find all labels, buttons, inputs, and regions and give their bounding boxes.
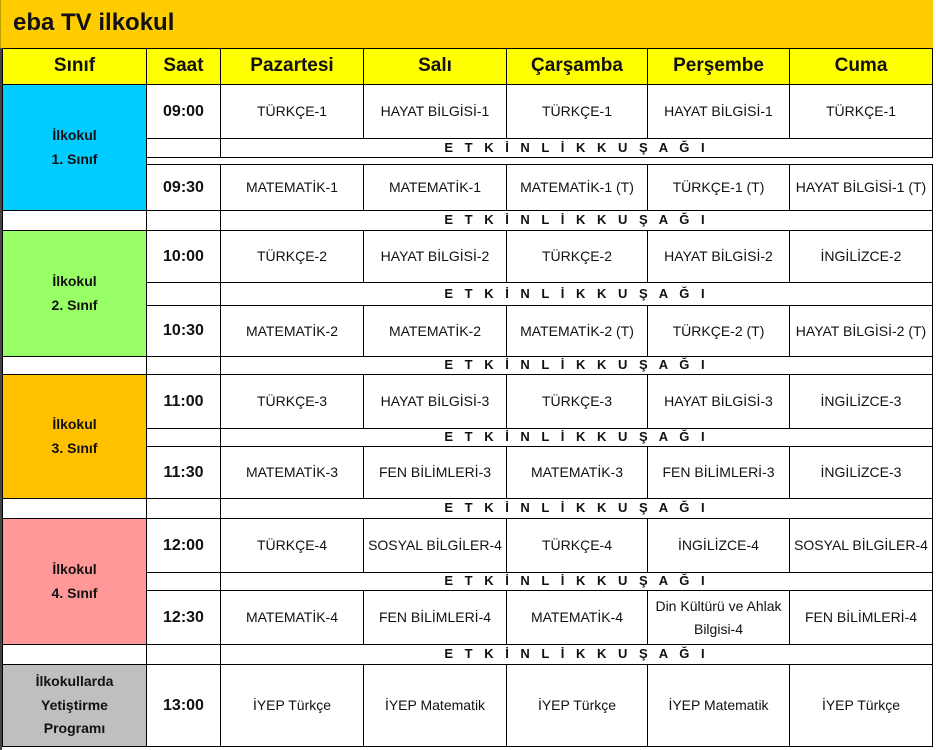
- lesson-label: İNGİLİZCE-2: [820, 248, 902, 265]
- time-cell: [146, 664, 221, 747]
- grade-label-cell: [2, 664, 147, 747]
- grade-line: İlkokullarda: [35, 672, 114, 689]
- header-cell: [2, 48, 147, 85]
- page-title: eba TV ilkokul: [13, 9, 175, 36]
- time-spacer: [146, 282, 221, 306]
- lesson-cell: [506, 446, 648, 499]
- lesson-label: FEN BİLİMLERİ-3: [378, 464, 492, 481]
- lesson-label: FEN BİLİMLERİ-4: [378, 609, 492, 626]
- lesson-cell: [789, 374, 933, 429]
- lesson-label: HAYAT BİLGİSİ-1 (T): [795, 179, 927, 196]
- activity-label: E T K İ N L İ K K U Ş A Ğ I: [444, 212, 709, 228]
- lesson-label: MATEMATİK-1 (T): [520, 179, 634, 196]
- lesson-label: TÜRKÇE-1 (T): [672, 179, 765, 196]
- activity-label: E T K İ N L İ K K U Ş A Ğ I: [444, 357, 709, 373]
- lesson-label: MATEMATİK-3: [530, 464, 624, 481]
- lesson-label: MATEMATİK-2: [245, 322, 339, 339]
- lesson-label: MATEMATİK-2: [388, 322, 482, 339]
- lesson-cell: [647, 446, 790, 499]
- lesson-label: İNGİLİZCE-3: [820, 464, 902, 481]
- grade-line: İlkokul: [52, 126, 97, 143]
- lesson-label: HAYAT BİLGİSİ-1: [664, 103, 773, 120]
- activity-label: E T K İ N L İ K K U Ş A Ğ I: [444, 500, 709, 516]
- column-header: Saat: [163, 55, 204, 77]
- grade-spacer: [2, 356, 147, 375]
- grade-spacer: [2, 210, 147, 231]
- grade-label-cell: [2, 230, 147, 357]
- lesson-label: TÜRKÇE-2 (T): [672, 322, 765, 339]
- column-header: Pazartesi: [250, 55, 334, 77]
- time-spacer: [146, 572, 221, 591]
- lesson-cell: [506, 374, 648, 429]
- activity-band: [220, 282, 933, 306]
- activity-band: [220, 572, 933, 591]
- lesson-cell: [363, 664, 507, 747]
- lesson-cell: [363, 374, 507, 429]
- time-spacer: [146, 498, 221, 519]
- column-header: Salı: [418, 55, 452, 77]
- lesson-cell: [220, 374, 364, 429]
- time-spacer: [146, 428, 221, 447]
- lesson-cell: [506, 664, 648, 747]
- header-cell: [146, 48, 221, 85]
- time-cell: [146, 164, 221, 211]
- lesson-label: TÜRKÇE-3: [256, 393, 327, 410]
- grade-label-cell: [2, 518, 147, 645]
- column-header: Perşembe: [673, 55, 764, 77]
- header-cell: [506, 48, 648, 85]
- lesson-cell: [363, 518, 507, 573]
- lesson-label: İYEP Türkçe: [537, 697, 617, 714]
- time-spacer: [146, 210, 221, 231]
- lesson-label: TÜRKÇE-4: [256, 537, 327, 554]
- time-cell: [146, 305, 221, 357]
- time-cell: [146, 374, 221, 429]
- grade-line: İlkokul: [52, 415, 97, 432]
- lesson-cell: [506, 518, 648, 573]
- lesson-cell: [363, 446, 507, 499]
- lesson-cell: [506, 84, 648, 139]
- lesson-label: TÜRKÇE-1: [541, 103, 612, 120]
- time-spacer: [146, 356, 221, 375]
- time-label: 12:30: [163, 608, 204, 626]
- grade-line: 2. Sınıf: [51, 296, 98, 313]
- activity-band: [220, 644, 933, 665]
- lesson-cell: [647, 230, 790, 283]
- lesson-cell: [363, 84, 507, 139]
- lesson-label: TÜRKÇE-1: [825, 103, 896, 120]
- lesson-label: SOSYAL BİLGİLER-4: [794, 537, 928, 554]
- column-header: Çarşamba: [531, 55, 623, 77]
- lesson-cell: [363, 305, 507, 357]
- activity-label: E T K İ N L İ K K U Ş A Ğ I: [444, 573, 709, 589]
- grade-spacer: [2, 498, 147, 519]
- time-label: 12:00: [163, 536, 204, 554]
- time-label: 10:00: [163, 247, 204, 265]
- lesson-cell: [647, 374, 790, 429]
- activity-band: [220, 138, 933, 158]
- lesson-label: Din Kültürü ve Ahlak Bilgisi-4: [655, 598, 782, 637]
- time-label: 11:30: [163, 463, 204, 481]
- lesson-cell: [789, 664, 933, 747]
- activity-label: E T K İ N L İ K K U Ş A Ğ I: [444, 646, 709, 662]
- lesson-cell: [647, 164, 790, 211]
- lesson-cell: [789, 518, 933, 573]
- lesson-cell: [789, 446, 933, 499]
- lesson-cell: [220, 590, 364, 645]
- lesson-cell: [220, 305, 364, 357]
- grade-line: Yetiştirme: [41, 696, 108, 713]
- grade-line: 1. Sınıf: [51, 150, 98, 167]
- lesson-label: MATEMATİK-4: [530, 609, 624, 626]
- grade-spacer: [2, 644, 147, 665]
- lesson-label: HAYAT BİLGİSİ-2: [380, 248, 490, 265]
- lesson-label: İYEP Türkçe: [252, 697, 332, 714]
- lesson-cell: [647, 590, 790, 645]
- lesson-label: HAYAT BİLGİSİ-3: [664, 393, 773, 410]
- activity-label: E T K İ N L İ K K U Ş A Ğ I: [444, 285, 709, 301]
- lesson-cell: [647, 305, 790, 357]
- lesson-label: FEN BİLİMLERİ-3: [662, 464, 775, 481]
- header-cell: [363, 48, 507, 85]
- lesson-label: İNGİLİZCE-3: [820, 393, 902, 410]
- lesson-cell: [363, 230, 507, 283]
- lesson-label: HAYAT BİLGİSİ-1: [380, 103, 490, 120]
- time-cell: [146, 84, 221, 139]
- lesson-label: HAYAT BİLGİSİ-2 (T): [795, 322, 927, 339]
- time-label: 13:00: [163, 696, 204, 714]
- lesson-label: HAYAT BİLGİSİ-3: [380, 393, 490, 410]
- lesson-label: İYEP Türkçe: [821, 697, 901, 714]
- activity-band: [220, 498, 933, 519]
- lesson-label: TÜRKÇE-4: [541, 537, 612, 554]
- time-spacer: [146, 138, 221, 158]
- lesson-label: MATEMATİK-2 (T): [520, 322, 634, 339]
- time-cell: [146, 590, 221, 645]
- lesson-cell: [506, 230, 648, 283]
- lesson-cell: [506, 305, 648, 357]
- lesson-cell: [363, 590, 507, 645]
- lesson-cell: [363, 164, 507, 211]
- activity-label: E T K İ N L İ K K U Ş A Ğ I: [444, 139, 709, 155]
- lesson-label: SOSYAL BİLGİLER-4: [368, 537, 502, 554]
- lesson-label: TÜRKÇE-2: [256, 248, 327, 265]
- lesson-label: İYEP Matematik: [384, 697, 486, 714]
- lesson-cell: [220, 664, 364, 747]
- grade-line: Programı: [43, 720, 106, 737]
- activity-band: [220, 356, 933, 375]
- grade-line: 4. Sınıf: [51, 584, 98, 601]
- lesson-cell: [789, 84, 933, 139]
- lesson-cell: [789, 230, 933, 283]
- lesson-cell: [220, 164, 364, 211]
- lesson-cell: [220, 518, 364, 573]
- grade-line: İlkokul: [52, 272, 97, 289]
- lesson-label: MATEMATİK-1: [388, 179, 482, 196]
- activity-band: [220, 210, 933, 231]
- lesson-cell: [506, 164, 648, 211]
- lesson-cell: [789, 305, 933, 357]
- grade-line: 3. Sınıf: [51, 439, 98, 456]
- time-label: 11:00: [163, 392, 204, 410]
- time-label: 09:00: [163, 102, 204, 120]
- lesson-cell: [789, 164, 933, 211]
- lesson-cell: [647, 518, 790, 573]
- title-bar: [0, 0, 933, 48]
- time-label: 10:30: [163, 322, 204, 340]
- activity-label: E T K İ N L İ K K U Ş A Ğ I: [444, 429, 709, 445]
- lesson-cell: [220, 84, 364, 139]
- activity-band: [220, 428, 933, 447]
- lesson-cell: [647, 664, 790, 747]
- lesson-label: FEN BİLİMLERİ-4: [804, 609, 918, 626]
- lesson-cell: [789, 590, 933, 645]
- lesson-label: İNGİLİZCE-4: [678, 537, 759, 554]
- lesson-cell: [647, 84, 790, 139]
- lesson-label: HAYAT BİLGİSİ-2: [664, 248, 773, 265]
- lesson-label: MATEMATİK-4: [245, 609, 339, 626]
- lesson-label: TÜRKÇE-2: [541, 248, 612, 265]
- grade-label-cell: [2, 374, 147, 499]
- lesson-cell: [220, 446, 364, 499]
- lesson-label: MATEMATİK-1: [245, 179, 339, 196]
- time-cell: [146, 446, 221, 499]
- lesson-label: MATEMATİK-3: [245, 464, 339, 481]
- time-spacer: [146, 644, 221, 665]
- lesson-cell: [506, 590, 648, 645]
- lesson-cell: [220, 230, 364, 283]
- lesson-label: TÜRKÇE-1: [256, 103, 327, 120]
- header-cell: [647, 48, 790, 85]
- time-cell: [146, 518, 221, 573]
- lesson-label: İYEP Matematik: [668, 697, 769, 714]
- header-cell: [789, 48, 933, 85]
- header-cell: [220, 48, 364, 85]
- time-label: 09:30: [163, 178, 204, 196]
- grade-line: İlkokul: [52, 560, 97, 577]
- time-cell: [146, 230, 221, 283]
- column-header: Sınıf: [53, 55, 96, 77]
- column-header: Cuma: [834, 55, 888, 77]
- lesson-label: TÜRKÇE-3: [541, 393, 612, 410]
- grade-label-cell: [2, 84, 147, 211]
